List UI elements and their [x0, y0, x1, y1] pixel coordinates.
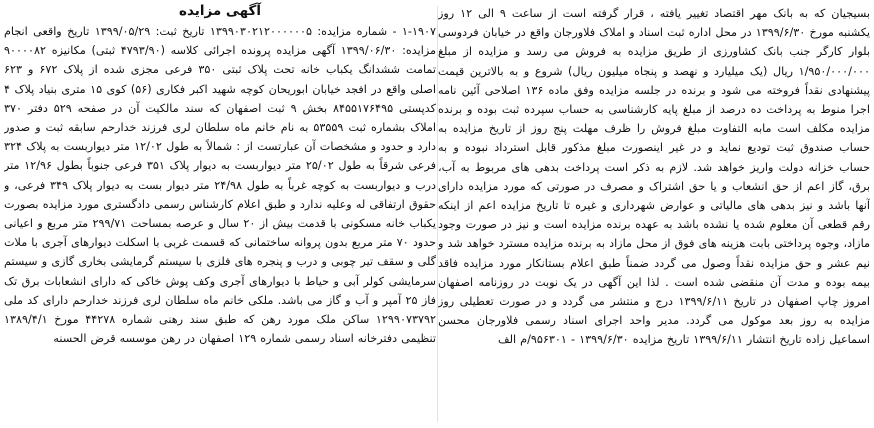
notice-right-column: [438, 0, 870, 428]
notice-right-column-text: بسیجیان که به بانک مهر اقتصاد تغییر یافته ، قرار گرفته است از ساعت ۹ الی ۱۲ روز یکشنبه مورخ ۱۳۹۹/۶/۳۰ در محل اداره ثبت اسناد و املاک فلاورجان واقع در خیابان فردوسی بلوار کارگر جنب بانک کشاورزی از طریق مزایده به فروش می رسد و مزایده از مبلغ ۱/۹۵۰/۰۰۰/۰۰۰ ریال (یک میلیارد و نهصد و پنجاه میلیون ریال) شروع و به بالاترین قیمت پیشنهادی نقداً فروخته می شود و برنده در جلسه مزایده وفق ماده ۱۳۶ اصلاحی آئین نامه اجرا منوط به پرداخت ده درصد از مبلغ پایه کارشناسی به حساب سپرده ثبت بوده و برنده مزایده مکلف است مابه التفاوت مبلغ فروش را ظرف مهلت پنج روز از تاریخ مزایده به حساب صندوق ثبت تودیع نماید و در غیر اینصورت مبلغ مذکور قابل استرداد نبوده و به حساب خزانه دولت واریز خواهد شد. لازم به ذکر است پرداخت بدهی های مربوط به آب، برق، گاز اعم از حق انشعاب و یا حق اشتراک و مصرف در صورتی که مورد مزایده دارای آنها باشد و نیز بدهی های مالیاتی و عوارض شهرداری و غیره تا تاریخ مزایده اعم از اینکه رقم قطعی آن معلوم شده یا نشده باشد به عهده برنده مزایده است و نیز در صورت وجود مازاد، وجوه پرداختی بابت هزینه های فوق از محل مازاد به برنده مزایده مسترد خواهد شد و نیم عشر و حق مزایده نقداً وصول می گردد ضمناً طبق اعلام بستانکار مورد مزایده فاقد بیمه بوده و مدت آن منقضی شده است . لذا این آگهی در یک نوبت در روزنامه اصفهان امروز چاپ اصفهان در تاریخ ۱۳۹۹/۶/۱۱ درج و منتشر می گردد و در صورت تعطیلی روز مزایده به روز بعد موکول می گردد. مدیر واحد اجرای اسناد رسمی فلاورجان محسن اسماعیل زاده تاریخ انتشار ۱۳۹۹/۶/۱۱ تاریخ مزایده ۱۳۹۹/۶/۳۰ - ۹۵۶۳۰۱/م الف: [438, 7, 870, 347]
column-divider: [437, 6, 438, 422]
notice-left-column: [4, 0, 436, 428]
notice-left-column-text: ۱-۱۹۰۷ - شماره مزایده: ۱۳۹۹۰۳۰۲۱۲۰۰۰۰۰۰۵ تاریخ ثبت: ۱۳۹۹/۰۵/۲۹ تاریخ واقعی انجام مزایده: ۱۳۹۹/۰۶/۳۰ آگهی مزایده پرونده اجرائی کلاسه (۴۷۹۳/۹۰ ثبتی) مکانیزه ۹۰۰۰۰۸۲ تمامت ششدانگ یکباب خانه تحت پلاک ثبتی ۳۵۰ فرعی مجزی شده از پلاک ۶۷۲ و ۶۲۳ اصلی واقع در افجد خیابان ابوریحان کوچه شهید اکبر فکاری (۵۶) کوی ۱۵ متری بنیاد پلاک ۴ کدپستی ۸۴۵۵۱۷۶۴۹۵ بخش ۹ ثبت اصفهان که سند مالکیت آن در صفحه ۵۲۹ دفتر ۳۷۰ املاک بشماره ثبت ۵۳۵۵۹ به نام خانم ماه سلطان لری فرزند خدارحم سابقه ثبت و صدور دارد و حدود و مشخصات آن عبارتست از : شمالاً به طول ۱۲/۰۲ متر دیواربست به پلاک ۳۲۴ فرعی شرقاً به طول ۲۵/۰۲ متر دیواربست به دیوار پلاک ۳۵۱ فرعی جنوباً بطول ۱۲/۹۶ متر درب و دیواربست به کوچه غرباً به طول ۲۴/۹۸ متر دیوار بست به دیوار پلاک ۳۴۹ فرعی، و حقوق ارتفاقی له وعلیه ندارد و طبق اعلام کارشناس رسمی دادگستری مورد مزایده بصورت یکباب خانه مسکونی با قدمت بیش از ۲۰ سال و عرصه بمساحت ۲۹۹/۷۱ متر مربع و اعیانی حدود ۷۰ متر مربع بدون پروانه ساختمانی که قسمت غربی با اسکلت دیوارهای آجری با ملات گلی و سقف تیر چوبی و درب و پنجره های فلزی با سیستم گرمایشی بخاری گازی و سیستم سرمایشی کولر آبی و حیاط با دیوارهای آجری وکف پوش خاکی که دارای انشعابات برق تک فاز ۲۵ آمپر و آب و گاز می باشد. ملکی خانم ماه سلطان لری فرزند خدارحم دارای کد ملی ۱۲۹۹۰۷۳۷۹۲ ساکن ملک مورد رهن که طبق سند رهنی شماره ۴۴۲۷۸ مورخ ۱۳۸۹/۴/۱ تنظیمی دفترخانه اسناد رسمی شماره ۱۲۹ اصفهان در رهن موسسه قرض الحسنه: [4, 25, 436, 346]
notice-title: آگهی مزایده: [179, 3, 261, 19]
